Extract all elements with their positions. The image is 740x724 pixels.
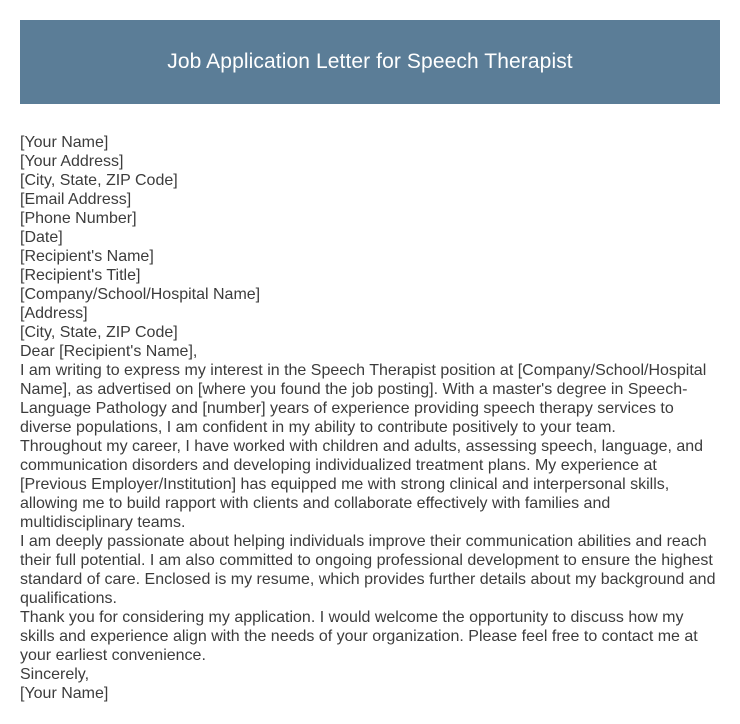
body-paragraph-2: Throughout my career, I have worked with children and adults, assessing speech, language, and communication disorders and developing individualized treatment plans. My experience at [Previous Employer/Institution] has equipped me with strong clinical and interpersonal skills, allowing me to build rapport with clients and collaborate effectively with families and multidisciplinary teams. [20, 438, 704, 531]
body-paragraph-3: I am deeply passionate about helping individuals improve their communication abilities and reach their full potential. I am also committed to ongoing professional development to ensure the highest standard of care. Enclosed is my resume, which provides further details about my background and qualifications. [20, 533, 716, 607]
recipient-name: [Recipient's Name] [20, 248, 154, 265]
page-title: Job Application Letter for Speech Therapist [167, 50, 573, 73]
recipient-city-state-zip: [City, State, ZIP Code] [20, 324, 178, 341]
body-paragraph-1: I am writing to express my interest in the Speech Therapist position at [Company/School/Hospital Name], as advertised on [where you found the job posting]. With a master's degree in Speech-Language Pathology and [number] years of experience providing speech therapy services to diverse populations, I am confident in my ability to contribute positively to your team. [20, 362, 707, 436]
closing: Sincerely, [20, 666, 90, 683]
salutation: Dear [Recipient's Name], [20, 343, 198, 360]
sender-name: [Your Name] [20, 134, 109, 151]
signature: [Your Name] [20, 685, 109, 702]
body-paragraph-4: Thank you for considering my application. I would welcome the opportunity to discuss how my skills and experience align with the needs of your organization. Please feel free to contact me at your earliest convenience. [20, 609, 698, 664]
sender-phone: [Phone Number] [20, 210, 137, 227]
recipient-organization: [Company/School/Hospital Name] [20, 286, 261, 303]
sender-address: [Your Address] [20, 153, 124, 170]
page-header [20, 20, 720, 104]
letter-date: [Date] [20, 229, 63, 246]
sender-city-state-zip: [City, State, ZIP Code] [20, 172, 178, 189]
recipient-title: [Recipient's Title] [20, 267, 141, 284]
letter-body [20, 133, 720, 703]
recipient-address: [Address] [20, 305, 88, 322]
sender-email: [Email Address] [20, 191, 132, 208]
